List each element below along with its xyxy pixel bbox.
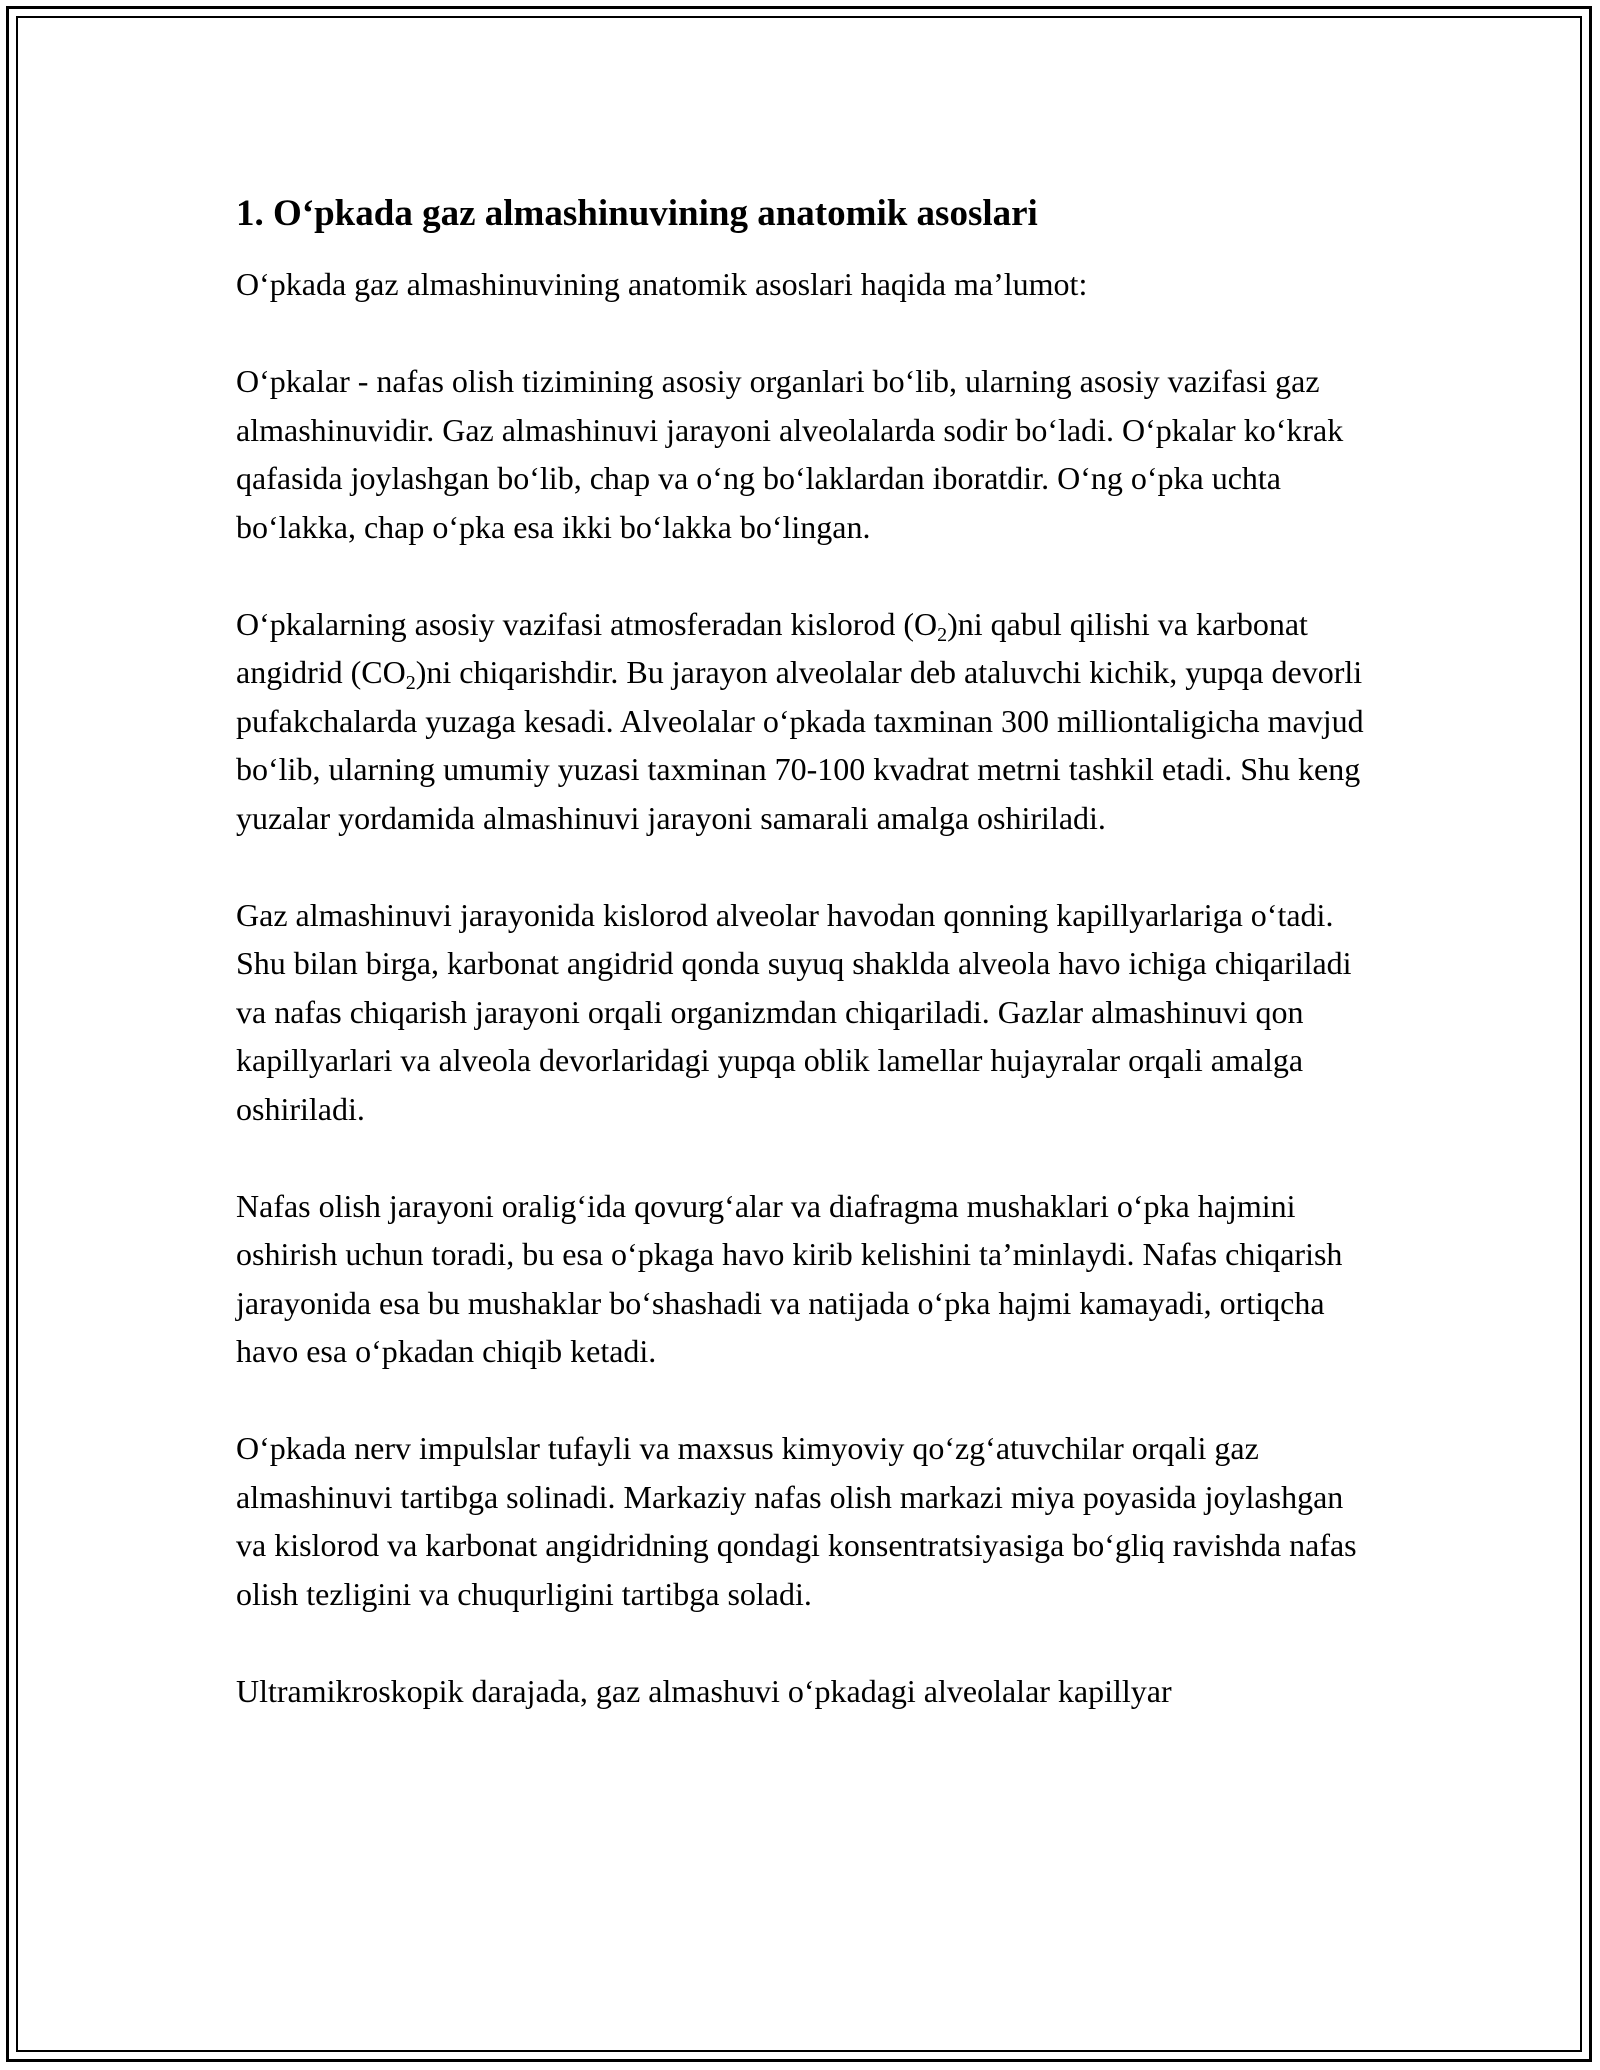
intro-paragraph: O‘pkada gaz almashinuvining anatomik asoslari haqida ma’lumot: xyxy=(236,266,1088,302)
paragraph-regulation: O‘pkada nerv impulslar tufayli va maxsus kimyoviy qo‘zg‘atuvchilar orqali gaz almashinuvi tartibga solinadi. Markaziy nafas olish markazi miya poyasida joylashgan va kislorod va karbonat angidridning qondagi konsentratsiyasiga bo‘gliq ravishda nafas olish tezligini va chuqurligini tartibga soladi. xyxy=(236,1430,1357,1612)
paragraph-gas-exchange-process: Gaz almashinuvi jarayonida kislorod alveolar havodan qonning kapillyarlariga o‘tadi. Shu bilan birga, karbonat angidrid qonda suyuq shaklda alveola havo ichiga chiqariladi va nafas chiqarish jarayoni orqali organizmdan chiqariladi. Gazlar almashinuvi qon kapillyarlari va alveola devorlaridagi yupqa oblik lamellar hujayralar orqali amalga oshiriladi. xyxy=(236,896,1352,1127)
paragraph-ultramicroscopic: Ultramikroskopik darajada, gaz almashuvi o‘pkadagi alveolalar kapillyar xyxy=(236,1672,1172,1709)
text-segment: )ni chiqarishdir. Bu jarayon alveolalar deb ataluvchi kichik, yupqa devorli pufakchalarda yuzaga kesadi. Alveolalar o‘pkada taxminan 300 milliontaligicha mavjud bo‘lib, ularning umumiy yuzasi taxminan 70-100 kvadrat metrni tashkil etadi. Shu keng yuzalar yordamida almashinuvi jarayoni samarali amalga oshiriladi. xyxy=(236,654,1364,836)
text-segment: )ni qabul qilishi va karbonat angidrid (CO xyxy=(236,605,1308,690)
paragraph-breathing-mechanics: Nafas olish jarayoni oralig‘ida qovurg‘alar va diafragma mushaklari o‘pka hajmini oshirish uchun toradi, bu esa o‘pkaga havo kirib kelishini ta’minlaydi. Nafas chiqarish jarayonida esa bu mushaklar bo‘shashadi va natijada o‘pka hajmi kamayadi, ortiqcha havo esa o‘pkadan chiqib ketadi. xyxy=(236,1187,1343,1369)
text-segment: O‘pkalarning asosiy vazifasi atmosferadan kislorod (O xyxy=(236,605,938,642)
document-body xyxy=(236,186,1366,1715)
subscript-2: 2 xyxy=(937,623,948,646)
paragraph-lungs-overview: O‘pkalar - nafas olish tizimining asosiy organlari bo‘lib, ularning asosiy vazifasi gaz almashinuvidir. Gaz almashinuvi jarayoni alveolalarda sodir bo‘ladi. O‘pkalar ko‘krak qafasida joylashgan bo‘lib, chap va o‘ng bo‘laklardan iboratdir. O‘ng o‘pka uchta bo‘lakka, chap o‘pka esa ikki bo‘lakka bo‘lingan. xyxy=(236,363,1344,545)
paragraph-lung-function xyxy=(236,600,1366,843)
subscript-2: 2 xyxy=(405,672,416,694)
section-heading: 1. O‘pkada gaz almashinuvining anatomik asoslari xyxy=(236,193,1038,234)
